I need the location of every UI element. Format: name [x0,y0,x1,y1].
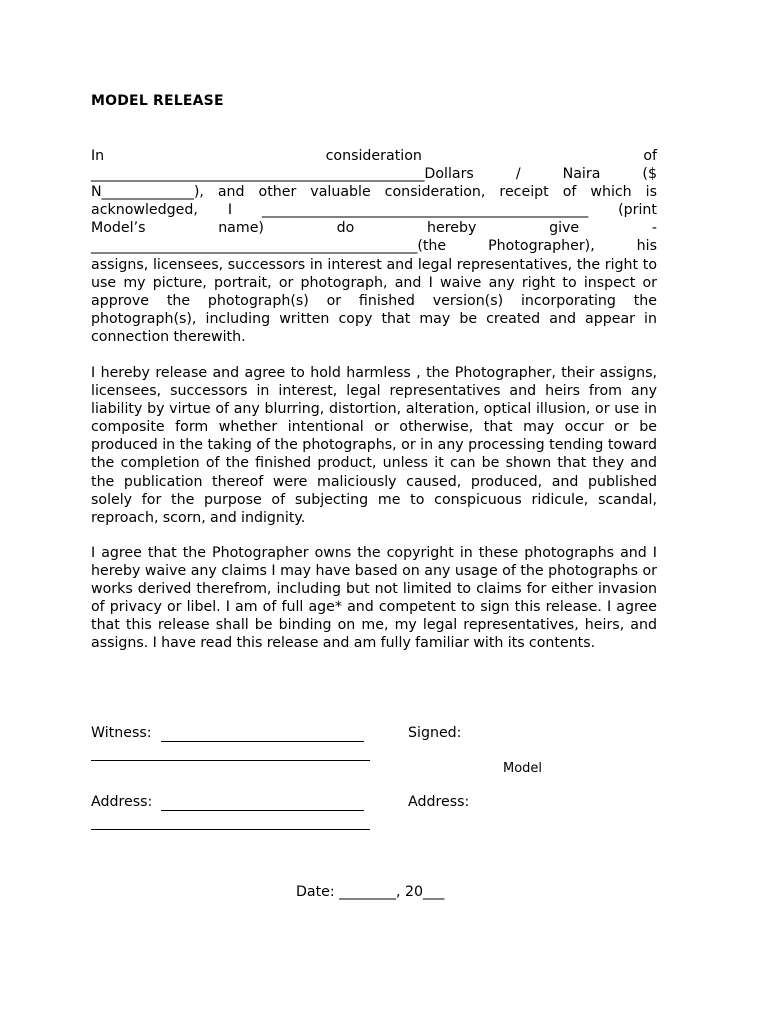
release-paragraph: I hereby release and agree to hold harmless , the Photographer, their assigns, licensees, successors in interest, legal representatives and heirs from any liability by virtue of any blurring, distortion, alteration, optical illusion, or use in composite form whether intentional or otherwise, that may occur or be produced in the taking of the photographs, or in any processing tending toward the completion of the finished product, unless it can be shown that they and the publication thereof were maliciously caused, produced, and published solely for the purpose of subjecting me to conspicuous ridicule, scandal, reproach, scorn, and indignity. [91,365,657,526]
model-label: Model [503,761,543,776]
witness-label: Witness: [91,725,152,741]
date-blank[interactable]: ________ [339,884,396,900]
date-year[interactable]: , 20___ [395,884,445,900]
witness-line-2[interactable] [91,760,370,761]
consideration-paragraph [91,147,657,346]
para1-line5: Model’s name) do hereby give - [91,220,657,237]
witness-line[interactable] [161,741,364,742]
signed-label: Signed: [408,725,462,741]
address-left-label: Address: [91,794,153,810]
para1-line2: _______________________________________________Dollars / Naira ($ [91,166,657,183]
date-label: Date: [296,884,335,900]
address-left-line[interactable] [161,810,364,811]
para1-line1: In consideration of [91,148,657,164]
para1-line3: N_____________), and other valuable consideration, receipt of which is [91,184,657,201]
address-left-line-2[interactable] [91,829,370,830]
address-right-label: Address: [408,794,470,810]
para1-line4: acknowledged, I ______________________________________________ (print [91,202,657,219]
copyright-paragraph: I agree that the Photographer owns the copyright in these photographs and I hereby waive any claims I may have based on any usage of the photographs or works derived therefrom, including but not limited to claims for either invasion of privacy or libel. I am of full age* and competent to sign this release. I agree that this release shall be binding on me, my legal representatives, heirs, and assigns. I have read this release and am fully familiar with its contents. [91,545,657,652]
para1-body: assigns, licensees, successors in interest and legal representatives, the right to use my picture, portrait, or photograph, and I waive any right to inspect or approve the photograph(s) or finished version(s) incorporating the photograph(s), including written copy that may be created and appear in connection therewith. [91,256,657,345]
date-field [296,884,444,900]
document-title: MODEL RELEASE [91,93,224,109]
para1-line6: ______________________________________________(the Photographer), his [91,238,657,255]
